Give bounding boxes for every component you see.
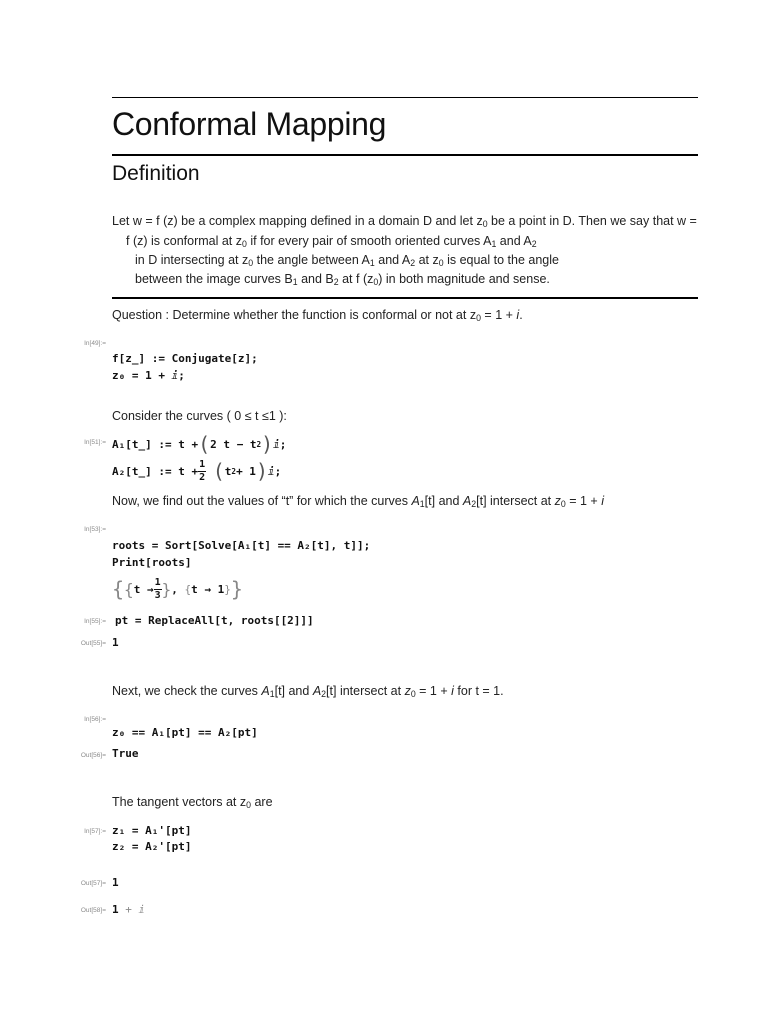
frac-num: 1 [154,576,161,588]
code-line: A₁[t_] := t + [112,437,199,451]
text-part: are [250,795,273,809]
top-rule [112,97,698,98]
code-part: 2 t − t [210,437,257,451]
def-line2a: f (z) is conformal at z [126,234,242,248]
rule-text: t → [133,582,154,596]
code-line: f[z_] := Conjugate[z]; [112,352,258,365]
input-cell[interactable]: z₀ == A₁[pt] == A₂[pt] [112,726,258,739]
definition-rule [112,297,698,299]
check-text: Next, we check the curves $A_1[t]$ and $A_2[t]$ intersect at $z_0 = 1 + i$ for t = 1. [112,684,504,699]
text-part: for t = 1. [453,684,504,698]
text-part: = 1 + [415,684,452,698]
cell-label: In[56]:= [84,716,106,723]
tangent-text: The tangent vectors at $z_0$ are [112,795,273,810]
code-line: z₀ = 1 + ⅈ; [112,369,185,382]
cell-label: Out[58]= [80,907,106,914]
text-part: Next, we check the curves [112,684,262,698]
cell-label: In[57]:= [84,828,106,835]
code-part: ⅈ; [267,464,282,478]
question-a: Question : Determine whether the function is conformal or not at z [112,308,477,322]
frac-num: 1 [199,458,206,470]
code-line: A₂[t_] := t + [112,464,199,478]
intersect-text: Now, we find out the values of “t” for which the curves $A_1[t]$ and $A_2[t]$ intersect at $z_0 = 1 + i$ [112,494,604,509]
code-line: Print[roots] [112,556,192,569]
cell-label: Out[55]= [80,640,106,647]
text-i: i [601,494,604,508]
cell-label: In[55]:= [84,618,106,625]
text-part: [t] intersect at [476,494,555,508]
input-cell[interactable] [112,823,191,855]
code-line: z₁ = A₁'[pt] [112,824,192,837]
text-part: The tangent vectors at z [112,795,247,809]
frac-den: 2 [199,471,206,483]
output-cell: True [112,747,139,760]
def-line4a: between the image curves B [135,272,293,286]
input-cell[interactable] [112,537,370,571]
def-line4b: and B [297,272,334,286]
question-c: . [519,308,523,322]
input-cell[interactable]: A₁[t_] := t + ( 2 t − t 2 ) ⅈ; A₂[t_] := t + $\frac{1}{2}$ ( t 2 + 1 ) ⅈ; [112,432,287,483]
text-part: [t] and [274,684,313,698]
def-line1: Let w = f (z) be a complex mapping defined in a domain D and let z [112,214,483,228]
code-sup: 2 [256,439,262,449]
code-part: + 1 [236,464,256,478]
print-output: { { t → $\frac{1}{3}$ } , { t → 1 } } [112,576,243,601]
cell-label: In[51]:= [84,439,106,446]
code-sup: 2 [231,466,237,476]
def-line3a: in D intersecting at z [135,253,249,267]
title-underline [112,154,698,156]
def-line3c: and A [374,253,411,267]
curves-text: Consider the curves ( 0 ≤ t ≤1 ): [112,409,287,423]
output-cell [112,903,145,916]
question-b: = 1 + [480,308,517,322]
cell-label: Out[56]= [80,752,106,759]
page-title: Conformal Mapping [112,106,387,142]
def-line2b: if for every pair of smooth oriented curves A [246,234,492,248]
question-i: i [516,308,520,322]
output-cell: 1 [112,876,119,889]
question-text: Question : Determine whether the function is conformal or not at $z_0 = 1 + i$. [112,308,523,323]
output-part: 1 [112,903,119,916]
text-part: = 1 + [565,494,602,508]
text-part: Now, we find out the values of “t” for which the curves [112,494,412,508]
frac-den: 3 [154,589,161,601]
output-cell: 1 [112,636,119,649]
cell-label: In[53]:= [84,526,106,533]
text-part: [t] intersect at [326,684,405,698]
def-line3d: at z [415,253,439,267]
text-part: [t] and [424,494,463,508]
fraction [198,459,206,484]
cell-label: In[49]:= [84,340,106,347]
fraction [154,577,162,602]
def-line1b: be a point in D. Then we say that w = [487,214,697,228]
rule-text: t → 1 [191,582,225,596]
code-line: z₂ = A₂'[pt] [112,840,192,853]
def-line2c: and A [496,234,532,248]
input-cell[interactable] [112,350,258,384]
section-heading: Definition [112,162,200,185]
cell-label: Out[57]= [80,880,106,887]
output-part: + ⅈ [118,903,146,916]
input-cell[interactable]: pt = ReplaceAll[t, roots[[2]]] [115,614,314,627]
code-part: ⅈ; [273,437,287,451]
def-line4d: ) in both magnitude and sense. [378,272,550,286]
code-part: t [224,464,232,478]
text-i: i [451,684,454,698]
code-line: roots = Sort[Solve[A₁[t] == A₂[t], t]]; [112,539,371,552]
def-line4c: at f (z [338,272,374,286]
def-line3e: is equal to the angle [443,253,559,267]
def-line3b: the angle between A [253,253,370,267]
